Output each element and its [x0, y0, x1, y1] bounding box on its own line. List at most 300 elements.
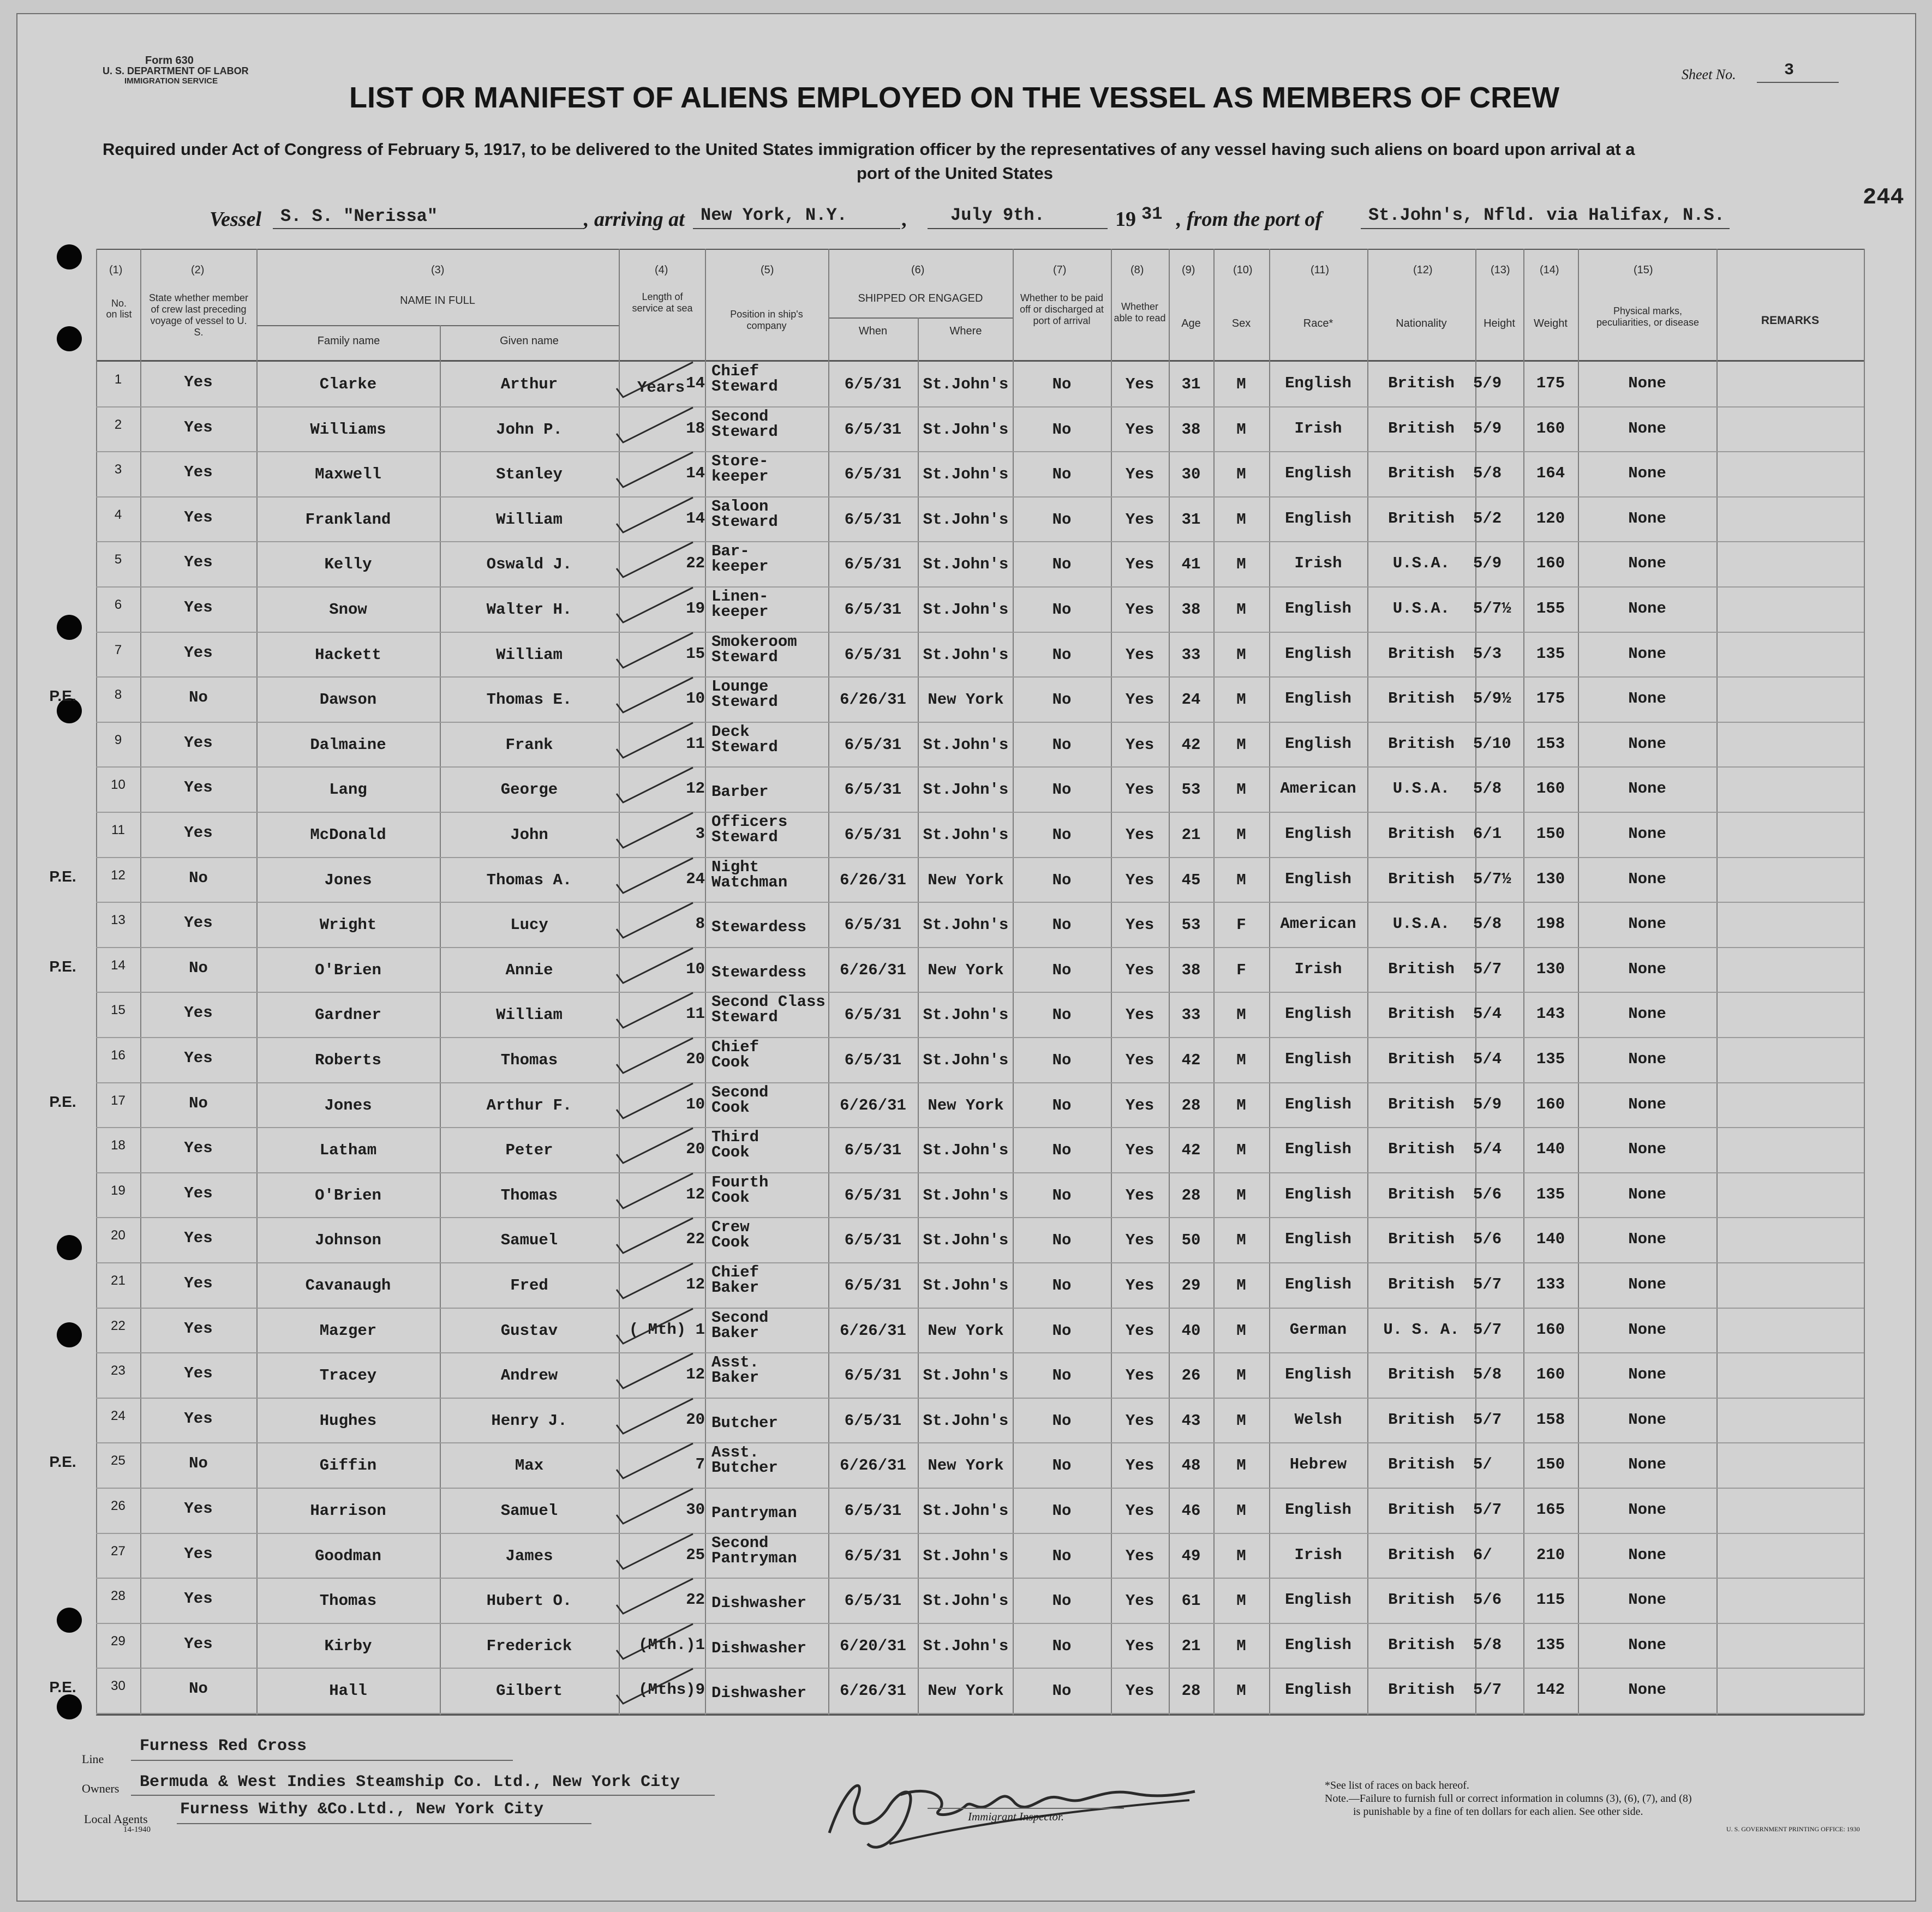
check-mark-icon — [611, 403, 704, 447]
check-mark-icon — [611, 1169, 704, 1213]
cell-weight: 130 — [1536, 870, 1565, 888]
cell-prev: Yes — [184, 508, 213, 526]
cell-prev: No — [189, 1454, 208, 1473]
cell-family: Hackett — [315, 645, 381, 664]
cell-margin: P.E. — [49, 867, 76, 885]
cell-read: Yes — [1125, 510, 1155, 529]
cell-prev: No — [189, 1680, 208, 1698]
cell-where: New York — [928, 961, 1004, 979]
cell-when: 6/5/31 — [844, 1051, 902, 1069]
cell-prev: Yes — [184, 1364, 213, 1383]
cell-no: 14 — [111, 957, 125, 973]
cell-race: English — [1285, 1050, 1351, 1068]
col-num-14: (14) — [1540, 264, 1559, 276]
vessel-name: S. S. "Nerissa" — [280, 206, 438, 226]
cell-no: 18 — [111, 1138, 125, 1153]
cell-sex: M — [1236, 1547, 1246, 1565]
cell-given: Gustav — [500, 1321, 558, 1340]
cell-race: Welsh — [1294, 1410, 1342, 1429]
cell-paid: No — [1052, 1096, 1072, 1114]
stamp-number: 244 — [1863, 184, 1904, 211]
cell-race: American — [1280, 915, 1356, 933]
cell-pos2: Watchman — [711, 873, 788, 891]
cell-race: English — [1285, 374, 1351, 392]
cell-pos1: Crew — [711, 1218, 750, 1237]
cell-pos1: Linen- — [711, 588, 769, 606]
cell-sex: M — [1236, 555, 1246, 574]
check-mark-icon — [611, 988, 704, 1032]
sheet-no-rule — [1757, 82, 1839, 83]
cell-where: St.John's — [923, 1637, 1009, 1655]
cell-paid: No — [1052, 420, 1072, 439]
cell-height: 5/10 — [1473, 734, 1511, 753]
cell-height: 5/9 — [1473, 1095, 1502, 1113]
cell-height: 5/9 — [1473, 419, 1502, 437]
subtitle-line-1: Required under Act of Congress of February 5, 1917, to be delivered to the United States immigration officer by the representatives of any vessel having such aliens on board upon arrival at a — [103, 140, 1635, 159]
cell-no: 5 — [114, 552, 122, 567]
cell-weight: 135 — [1536, 1050, 1565, 1068]
table-row — [0, 1309, 1932, 1354]
cell-race: English — [1285, 690, 1351, 708]
cell-no: 9 — [114, 732, 122, 747]
cell-nat: U.S.A. — [1392, 554, 1450, 573]
cell-nat: British — [1388, 960, 1455, 978]
cell-given: Lucy — [510, 916, 548, 934]
cell-race: English — [1285, 1365, 1351, 1384]
cell-phys: None — [1628, 644, 1666, 663]
cell-paid: No — [1052, 510, 1072, 529]
cell-race: Irish — [1294, 1545, 1342, 1564]
cell-age: 26 — [1181, 1366, 1201, 1385]
cell-when: 6/26/31 — [840, 691, 906, 709]
col-num-6: (6) — [911, 264, 925, 276]
cell-age: 33 — [1181, 645, 1201, 664]
cell-pos2: Baker — [711, 1279, 759, 1297]
cell-length: 11 — [686, 734, 705, 753]
cell-paid: No — [1052, 1186, 1072, 1204]
cell-sex: M — [1236, 375, 1246, 393]
cell-race: English — [1285, 644, 1351, 663]
cell-age: 61 — [1181, 1592, 1201, 1610]
cell-height: 5/7 — [1473, 1320, 1502, 1339]
cell-read: Yes — [1125, 1682, 1155, 1700]
cell-prev: Yes — [184, 1184, 213, 1202]
cell-phys: None — [1628, 1545, 1666, 1564]
table-row — [0, 1669, 1932, 1714]
cell-race: Irish — [1294, 554, 1342, 573]
cell-where: New York — [928, 1321, 1004, 1340]
cell-when: 6/5/31 — [844, 601, 902, 619]
table-row — [0, 1534, 1932, 1579]
cell-weight: 160 — [1536, 1365, 1565, 1384]
cell-when: 6/26/31 — [840, 961, 906, 979]
cell-pos1: Night — [711, 858, 759, 876]
col-num-13: (13) — [1491, 264, 1510, 276]
cell-family: Goodman — [315, 1547, 381, 1565]
cell-race: English — [1285, 1501, 1351, 1519]
cell-height: 5/7 — [1473, 1275, 1502, 1293]
sheet-number: 3 — [1784, 61, 1795, 80]
cell-race: English — [1285, 734, 1351, 753]
table-row — [0, 498, 1932, 543]
cell-race: Hebrew — [1289, 1455, 1347, 1474]
cell-weight: 160 — [1536, 419, 1565, 437]
cell-where: St.John's — [923, 781, 1009, 799]
form-service: IMMIGRATION SERVICE — [124, 76, 218, 86]
cell-pos2: Cook — [711, 1098, 750, 1117]
cell-read: Yes — [1125, 961, 1155, 979]
cell-margin: P.E. — [49, 1679, 76, 1696]
col-num-10: (10) — [1233, 264, 1253, 276]
cell-pos2: Cook — [711, 1233, 750, 1252]
cell-length: 12 — [686, 1365, 705, 1384]
cell-where: New York — [928, 871, 1004, 889]
cell-when: 6/5/31 — [844, 1411, 902, 1430]
cell-sex: F — [1236, 916, 1246, 934]
cell-pos2: Dishwasher — [711, 1594, 807, 1613]
cell-height: 5/4 — [1473, 1005, 1502, 1023]
cell-no: 29 — [111, 1633, 125, 1649]
agents-code: 14-1940 — [123, 1825, 151, 1834]
cell-phys: None — [1628, 1320, 1666, 1339]
cell-weight: 115 — [1536, 1591, 1565, 1609]
cell-length: 14 — [686, 374, 705, 392]
cell-height: 5/8 — [1473, 464, 1502, 483]
cell-length: 20 — [686, 1050, 705, 1068]
manifest-sheet: Form 630 U. S. DEPARTMENT OF LABOR IMMIGRATION SERVICE Sheet No. 3 LIST OR MANIFEST OF ALIENS EMPLOYED ON THE VESSEL AS MEMBERS OF CREW Required under Act of Congress of February 5, 1917, to be delivered to the United States immigration officer by the representatives of any vessel having such aliens on board upon arrival at a port of the United States 244 Vessel S. S. "Nerissa" , arriving at New York, N.Y. , July 9th. 19 31 , from the port of St.John's, Nfld. via Halifax, N.S. (1) (2) (3) (4) (5) (6) (7) (8) (9) (10) (11) (12) (13) (14) (15) No. on list State whether member of crew last preceding voyage of vessel to U. S. NAME IN FULL Family name Given name Length of service at sea Position in ship's company SHIPPED OR ENGAGED When Where Whether to be paid off or discharged at port of arrival Whether able to read Age Sex Race* Nationality Height Weight Physical marks, peculiarities, or disease REMARKS Years 1 Yes Clarke Arthur 14 Chief Steward 6/5/31 St.John's No Yes 31 M English British 5/9 175 None 2 Yes Williams John P. 18 Second Steward 6/5/31 St.John's No Yes 38 M Irish British 5/9 160 None 3 Yes Maxwell Stanley 14 Store- keeper 6/5/31 St.John's No Yes 30 M English British 5/8 164 None 4 Yes Frankland William 14 Saloon Steward 6/5/31 St.John's No Yes 31 M English British 5/2 120 None 5 Yes Kelly Oswald J. 22 Bar- keeper 6/5/31 St.John's No Yes 41 M Irish U.S.A. 5/9 160 None 6 Yes Snow Walter H. 19 Linen- keeper 6/5/31 St.John's No Yes 38 M English U.S.A. 5/7½ 155 None 7 Yes Hackett William 15 Smokeroom Steward 6/5/31 St.John's No Yes 33 M English British 5/3 135 None P.E. 8 No Dawson Thomas E. 10 Lounge Steward 6/26/31 New York No Yes 24 M English British 5/9½ 175 None 9 Yes Dalmaine Frank 11 Deck Steward 6/5/31 St.John's No Yes 42 M English British 5/10 153 None 10 Yes Lang George 12 Barber 6/5/31 St.John's No Yes 53 M American U.S.A. 5/8 160 None 11 Yes McDonald John 3 Officers Steward 6/5/31 St.John's No Yes 21 M English British 6/1 150 None P.E. 12 No Jones Thomas A. 24 Night Watchman 6/26/31 New York No Yes 45 M English British 5/7½ 130 None 13 Yes Wright Lucy 8 Stewardess 6/5/31 St.John's No Yes 53 F American U.S.A. 5/8 198 None P.E. 14 No O'Brien Annie 10 Stewardess 6/26/31 New York No Yes 38 F Irish British 5/7 130 None 15 Yes Gardner William 11 Second Class Steward 6/5/31 St.John's No Yes 33 M English British 5/4 143 None 16 Yes Roberts Thomas 20 Chief Cook 6/5/31 St.John's No Yes 42 M English British 5/4 135 None P.E. 17 No Jones Arthur F. 10 Second Cook 6/26/31 New York No Yes 28 M English British 5/9 160 None 18 Yes Latham Peter 20 Third Cook 6/5/31 St.John's No Yes 42 M English British 5/4 140 None 19 Yes O'Brien Thomas 12 Fourth Cook 6/5/31 St.John's No Yes 28 M English British 5/6 135 None 20 Yes Johnson Samuel 22 Crew Cook 6/5/31 St.John's No Yes 50 M English British 5/6 140 None 21 Yes Cavanaugh Fred 12 Chief Baker 6/5/31 St.John's No Yes 29 M English British 5/7 133 None 22 Yes Mazger Gustav ( Mth) 1 Second Baker 6/26/31 New York No Yes 40 M German U. S. A. 5/7 160 None 23 Yes Tracey Andrew 12 Asst. Baker 6/5/31 St.John's No Yes 26 M English British 5/8 160 None 24 Yes Hughes Henry J. 20 Butcher 6/5/31 St.John's No Yes 43 M Welsh British 5/7 158 None P.E. 25 No Giffin Max 7 Asst. Butcher 6/26/31 New York No Yes 48 M Hebrew British 5/ 150 None 26 Yes Harrison Samuel 30 Pantryman 6/5/31 St.John's No Yes 46 M English British 5/7 165 None 27 Yes Goodman James 25 Second Pantryman 6/5/31 St.John's No Yes 49 M Irish British 6/ 210 None 28 Yes Thomas Hubert O. 22 Dishwasher 6/5/31 St.John's No Yes 61 M English British 5/6 115 None 29 Yes Kirby Frederick (Mth.)1 Dishwasher 6/20/31 St.John's No Yes 21 M English British 5/8 135 None P.E. 30 No Hall Gilbert (Mths)9 Dishwasher 6/26/31 New York No Yes 28 M English British 5/7 142 None Line Furness Red Cross Owners Bermuda & West Indies Steamship Co. Ltd., New York City Local Agents Furness Withy &Co.Ltd., New York City 14-1940 Immigrant Inspector. *See list of races on back hereof. Note.—Failure to furnish full or correct information in columns (3), (6), (7), and (8) is punishable by a fine of ten dollars for each alien. See other side. U. S. GOVERNMENT PRINTING OFFICE: 1930 — [0, 0, 1932, 1912]
cell-race: English — [1285, 464, 1351, 483]
penalty-note-2: is punishable by a fine of ten dollars for each alien. See other side. — [1353, 1806, 1643, 1818]
cell-length: (Mths)9 — [638, 1681, 705, 1699]
cell-sex: M — [1236, 1006, 1246, 1024]
year-prefix: 19 — [1115, 208, 1136, 231]
cell-prev: Yes — [184, 1319, 213, 1338]
cell-length: 22 — [686, 554, 705, 573]
cell-when: 6/5/31 — [844, 1366, 902, 1385]
cell-where: St.John's — [923, 420, 1009, 439]
cell-paid: No — [1052, 826, 1072, 844]
cell-race: English — [1285, 1095, 1351, 1113]
cell-where: New York — [928, 1682, 1004, 1700]
cell-height: 6/1 — [1473, 825, 1502, 843]
cell-margin: P.E. — [49, 1093, 76, 1110]
cell-nat: British — [1388, 1050, 1455, 1068]
cell-sex: M — [1236, 420, 1246, 439]
document-title: LIST OR MANIFEST OF ALIENS EMPLOYED ON THE VESSEL AS MEMBERS OF CREW — [349, 81, 1560, 114]
cell-nat: British — [1388, 1185, 1455, 1203]
cell-weight: 153 — [1536, 734, 1565, 753]
check-mark-icon — [611, 493, 704, 537]
cell-where: New York — [928, 1457, 1004, 1475]
cell-phys: None — [1628, 1050, 1666, 1068]
cell-phys: None — [1628, 1681, 1666, 1699]
cell-length: 12 — [686, 1275, 705, 1293]
cell-age: 21 — [1181, 826, 1201, 844]
cell-family: Harrison — [310, 1502, 386, 1520]
cell-where: St.John's — [923, 1231, 1009, 1250]
cell-family: Snow — [329, 601, 367, 619]
check-mark-icon — [611, 1574, 704, 1618]
cell-pos1: Asst. — [711, 1353, 759, 1372]
cell-no: 8 — [114, 687, 122, 703]
header-weight: Weight — [1534, 317, 1568, 329]
cell-height: 5/9 — [1473, 374, 1502, 392]
check-mark-icon — [611, 1034, 704, 1077]
cell-length: 25 — [686, 1545, 705, 1564]
cell-no: 21 — [111, 1273, 125, 1288]
cell-phys: None — [1628, 554, 1666, 573]
cell-paid: No — [1052, 871, 1072, 889]
owners-label: Owners — [82, 1782, 119, 1795]
check-mark-icon — [611, 538, 704, 582]
header-shipped: SHIPPED OR ENGAGED — [858, 292, 983, 304]
cell-prev: Yes — [184, 914, 213, 932]
cell-age: 48 — [1181, 1457, 1201, 1475]
cell-paid: No — [1052, 645, 1072, 664]
cell-given: John — [510, 826, 548, 844]
cell-sex: M — [1236, 735, 1246, 754]
cell-no: 10 — [111, 777, 125, 793]
header-length-service: Length of service at sea — [632, 291, 693, 314]
cell-given: Max — [515, 1457, 544, 1475]
cell-family: Clarke — [319, 375, 377, 393]
cell-sex: M — [1236, 1051, 1246, 1069]
check-mark-icon — [611, 448, 704, 492]
cell-when: 6/5/31 — [844, 1141, 902, 1160]
cell-nat: U. S. A. — [1383, 1320, 1460, 1339]
cell-no: 2 — [114, 417, 122, 432]
cell-where: St.John's — [923, 1366, 1009, 1385]
cell-no: 23 — [111, 1363, 125, 1378]
cell-sex: M — [1236, 645, 1246, 664]
cell-weight: 120 — [1536, 509, 1565, 528]
cell-weight: 130 — [1536, 960, 1565, 978]
cell-sex: M — [1236, 781, 1246, 799]
cell-given: Frank — [505, 735, 553, 754]
cell-nat: British — [1388, 1591, 1455, 1609]
cell-given: Frederick — [486, 1637, 572, 1655]
cell-sex: M — [1236, 1276, 1246, 1294]
cell-given: Fred — [510, 1276, 548, 1294]
cell-nat: British — [1388, 1455, 1455, 1474]
cell-family: Thomas — [319, 1592, 377, 1610]
cell-read: Yes — [1125, 1411, 1155, 1430]
col-num-15: (15) — [1634, 264, 1653, 276]
cell-given: William — [496, 510, 563, 529]
header-family-name: Family name — [317, 335, 380, 347]
agents-value: Furness Withy &Co.Ltd., New York City — [180, 1800, 544, 1819]
cell-paid: No — [1052, 1457, 1072, 1475]
cell-no: 28 — [111, 1589, 125, 1604]
cell-phys: None — [1628, 1501, 1666, 1519]
cell-height: 5/4 — [1473, 1140, 1502, 1159]
cell-pos2: Steward — [711, 738, 778, 756]
cell-given: Henry J. — [491, 1411, 567, 1430]
cell-weight: 135 — [1536, 1635, 1565, 1654]
header-paid-off: Whether to be paid off or discharged at port of arrival — [1020, 292, 1104, 326]
cell-family: Kelly — [324, 555, 372, 574]
cell-weight: 140 — [1536, 1230, 1565, 1249]
cell-nat: British — [1388, 1501, 1455, 1519]
cell-no: 24 — [111, 1408, 125, 1423]
cell-family: Johnson — [315, 1231, 381, 1250]
cell-given: Oswald J. — [486, 555, 572, 574]
header-position: Position in ship's company — [730, 309, 803, 331]
owners-value: Bermuda & West Indies Steamship Co. Ltd., New York City — [140, 1773, 680, 1791]
cell-pos2: Steward — [711, 377, 778, 395]
cell-weight: 165 — [1536, 1501, 1565, 1519]
cell-length: ( Mth) 1 — [629, 1320, 705, 1339]
cell-nat: British — [1388, 1635, 1455, 1654]
cell-phys: None — [1628, 1185, 1666, 1203]
cell-given: Thomas E. — [486, 691, 572, 709]
cell-given: Arthur F. — [486, 1096, 572, 1114]
cell-no: 7 — [114, 642, 122, 657]
cell-prev: Yes — [184, 1139, 213, 1158]
cell-given: John P. — [496, 420, 563, 439]
header-nationality: Nationality — [1396, 317, 1447, 329]
cell-sex: M — [1236, 510, 1246, 529]
cell-height: 5/7 — [1473, 1681, 1502, 1699]
cell-phys: None — [1628, 1230, 1666, 1249]
cell-age: 31 — [1181, 375, 1201, 393]
cell-height: 5/4 — [1473, 1050, 1502, 1068]
cell-age: 49 — [1181, 1547, 1201, 1565]
cell-where: St.John's — [923, 465, 1009, 484]
check-mark-icon — [611, 358, 704, 401]
cell-race: English — [1285, 870, 1351, 888]
table-row — [0, 723, 1932, 768]
cell-pos1: Chief — [711, 362, 759, 380]
cell-phys: None — [1628, 1635, 1666, 1654]
cell-nat: U.S.A. — [1392, 915, 1450, 933]
cell-where: St.John's — [923, 645, 1009, 664]
table-row — [0, 768, 1932, 813]
col-num-9: (9) — [1182, 264, 1195, 276]
cell-height: 5/8 — [1473, 780, 1502, 798]
check-mark-icon — [611, 1214, 704, 1257]
cell-paid: No — [1052, 916, 1072, 934]
col-num-5: (5) — [761, 264, 774, 276]
cell-read: Yes — [1125, 1502, 1155, 1520]
cell-paid: No — [1052, 555, 1072, 574]
cell-where: St.John's — [923, 1502, 1009, 1520]
cell-margin: P.E. — [49, 687, 76, 705]
cell-height: 5/6 — [1473, 1230, 1502, 1249]
cell-phys: None — [1628, 1365, 1666, 1384]
cell-phys: None — [1628, 1005, 1666, 1023]
date-rule — [928, 228, 1108, 229]
line-label: Line — [82, 1752, 104, 1766]
cell-age: 45 — [1181, 871, 1201, 889]
cell-pos1: Officers — [711, 813, 788, 831]
cell-no: 25 — [111, 1453, 125, 1469]
cell-prev: Yes — [184, 1229, 213, 1248]
cell-height: 5/ — [1473, 1455, 1492, 1474]
cell-height: 5/8 — [1473, 915, 1502, 933]
cell-race: English — [1285, 1005, 1351, 1023]
cell-phys: None — [1628, 1591, 1666, 1609]
cell-length: 14 — [686, 464, 705, 483]
cell-family: Cavanaugh — [305, 1276, 391, 1294]
cell-sex: M — [1236, 1321, 1246, 1340]
table-row — [0, 1489, 1932, 1534]
cell-phys: None — [1628, 1410, 1666, 1429]
cell-where: St.John's — [923, 735, 1009, 754]
cell-nat: British — [1388, 1005, 1455, 1023]
cell-length: 14 — [686, 509, 705, 528]
form-number: Form 630 — [145, 55, 194, 67]
cell-weight: 143 — [1536, 1005, 1565, 1023]
cell-family: O'Brien — [315, 1186, 381, 1204]
cell-race: English — [1285, 1230, 1351, 1249]
col-num-2: (2) — [191, 264, 205, 276]
cell-paid: No — [1052, 1321, 1072, 1340]
header-able-read: Whether able to read — [1114, 301, 1166, 323]
cell-read: Yes — [1125, 1051, 1155, 1069]
check-mark-icon — [611, 673, 704, 717]
cell-race: Irish — [1294, 960, 1342, 978]
cell-sex: M — [1236, 1411, 1246, 1430]
cell-read: Yes — [1125, 601, 1155, 619]
cell-family: Kirby — [324, 1637, 372, 1655]
year-suffix: 31 — [1141, 204, 1163, 224]
cell-prev: Yes — [184, 733, 213, 752]
table-row — [0, 903, 1932, 948]
cell-length: 18 — [686, 419, 705, 437]
cell-age: 31 — [1181, 510, 1201, 529]
vessel-label: Vessel — [210, 208, 261, 231]
cell-no: 11 — [111, 823, 125, 837]
col-num-4: (4) — [655, 264, 668, 276]
header-state-whether: State whether member of crew last preceding voyage of vessel to U. S. — [148, 292, 249, 338]
cell-read: Yes — [1125, 555, 1155, 574]
cell-paid: No — [1052, 465, 1072, 484]
cell-nat: British — [1388, 1410, 1455, 1429]
col-num-3: (3) — [431, 264, 445, 276]
cell-age: 42 — [1181, 735, 1201, 754]
cell-given: Annie — [505, 961, 553, 979]
cell-read: Yes — [1125, 375, 1155, 393]
cell-family: Tracey — [319, 1366, 377, 1385]
cell-prev: Yes — [184, 1590, 213, 1608]
table-row — [0, 1399, 1932, 1444]
cell-no: 13 — [111, 913, 125, 928]
table-row — [0, 813, 1932, 858]
table-row — [0, 1218, 1932, 1263]
cell-pos2: Stewardess — [711, 918, 807, 937]
cell-sex: M — [1236, 1186, 1246, 1204]
cell-age: 50 — [1181, 1231, 1201, 1250]
cell-pos1: Bar- — [711, 542, 750, 561]
cell-weight: 160 — [1536, 1095, 1565, 1113]
cell-weight: 175 — [1536, 690, 1565, 708]
cell-pos2: Cook — [711, 1053, 750, 1071]
check-mark-icon — [611, 1259, 704, 1303]
arriving-label: , arriving at — [584, 208, 685, 231]
cell-pos2: keeper — [711, 603, 769, 621]
printer-mark: U. S. GOVERNMENT PRINTING OFFICE: 1930 — [1726, 1825, 1860, 1833]
cell-nat: British — [1388, 1095, 1455, 1113]
cell-pos1: Chief — [711, 1038, 759, 1056]
line-value: Furness Red Cross — [140, 1737, 307, 1755]
table-row — [0, 1624, 1932, 1669]
cell-where: St.John's — [923, 510, 1009, 529]
cell-age: 41 — [1181, 555, 1201, 574]
cell-prev: Yes — [184, 1409, 213, 1428]
cell-where: St.John's — [923, 916, 1009, 934]
cell-read: Yes — [1125, 1547, 1155, 1565]
